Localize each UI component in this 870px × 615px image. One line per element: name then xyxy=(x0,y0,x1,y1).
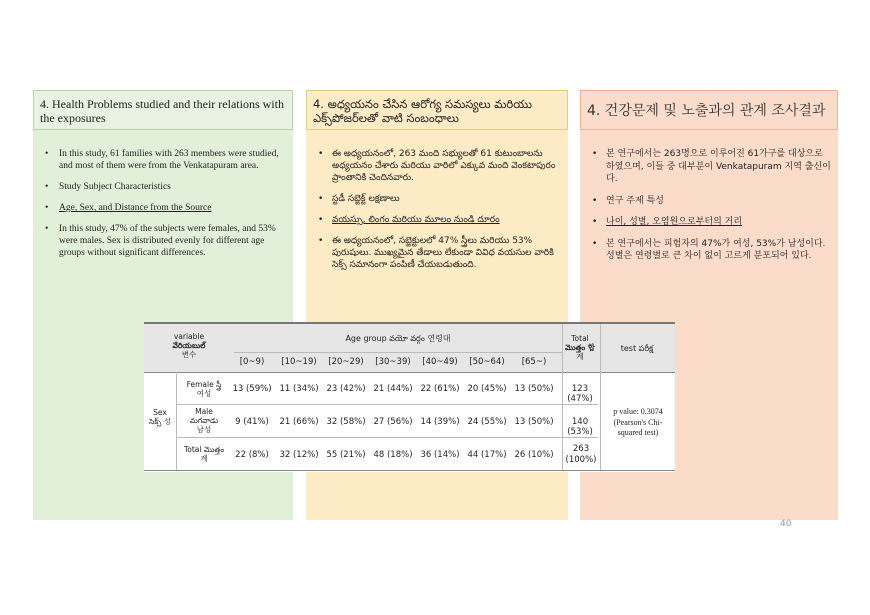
table-cell: 48 (18%) xyxy=(373,450,413,460)
table-cell: 22 (8%) xyxy=(235,450,269,460)
age-sex-table xyxy=(144,322,675,472)
age-group-header: Age group వయో వర్గం 연령대 xyxy=(345,334,451,343)
table-cell: 24 (55%) xyxy=(467,417,507,427)
age-group-cell: [0~9) xyxy=(239,357,265,367)
divider xyxy=(176,404,598,405)
table-cell: 20 (45%) xyxy=(467,384,507,394)
table-cell: 13 (50%) xyxy=(514,417,554,427)
table-cell: 9 (41%) xyxy=(235,417,269,427)
table-cell: 23 (42%) xyxy=(326,384,366,394)
total-header: Total మొత్తం 합 계 xyxy=(564,334,596,361)
korean-bullet-3: • 나이, 성별, 오염원으로부터의 거리 xyxy=(586,216,832,229)
telugu-heading-box xyxy=(306,90,568,130)
telugu-bullet-4: • ఈ అధ్యయనంలో, సబ్జెక్టులలో 47% స్త్రీలు మరియు 53% పురుషులు. ముఖ్యమైన తేడాలు లేకుండా వివిధ వయసుల వారికి సెక్స్ సమానంగా పంపిణీ చేయబడుతుంది. xyxy=(312,235,562,271)
table-cell: 44 (17%) xyxy=(467,450,507,460)
table-cell: 14 (39%) xyxy=(420,417,460,427)
table-cell: 32 (58%) xyxy=(326,417,366,427)
age-group-cell: [40~49) xyxy=(422,357,458,367)
english-bullet-3: • Age, Sex, and Distance from the Source xyxy=(39,202,287,214)
table-cell: 21 (66%) xyxy=(279,417,319,427)
table-cell: 21 (44%) xyxy=(373,384,413,394)
age-group-cell: [20~29) xyxy=(328,357,364,367)
telugu-bullet-3: • వయస్సు, లింగం మరియు మూలం నుండి దూరం xyxy=(312,214,562,226)
total-row-label: Total మొత్తం 계 xyxy=(183,445,225,463)
telugu-bullet-1: • ఈ అధ్యయనంలో, 263 మంది సభ్యులతో 61 కుటుంబాలను అధ్యయనం చేశారు మరియు వారిలో ఎక్కువ మంది వెంకటాపురం ప్రాంతానికి చెందినవారు. xyxy=(312,148,562,184)
divider xyxy=(176,437,598,438)
telugu-bullet-2: • స్టడీ సబ్జెక్ట్ లక్షణాలు xyxy=(312,193,562,205)
table-cell: 32 (12%) xyxy=(279,450,319,460)
english-bullet-4: • In this study, 47% of the subjects were females, and 53% were males. Sex is distributed evenly for different age groups without significant differences. xyxy=(39,223,287,259)
page-number: 40 xyxy=(780,519,792,529)
english-heading-box xyxy=(33,90,293,130)
age-group-cell: [50~64) xyxy=(469,357,505,367)
korean-heading: 4. 건강문제 및 노출과의 관계 조사결과 xyxy=(587,103,826,119)
table-cell: 11 (34%) xyxy=(279,384,319,394)
test-result: p value: 0.3074 (Pearson's Chi- squared test) xyxy=(613,407,663,437)
table-cell: 55 (21%) xyxy=(326,450,366,460)
age-group-cell: [30~39) xyxy=(375,357,411,367)
telugu-heading: 4. అధ్యయనం చేసిన ఆరోగ్య సమస్యలు మరియు ఎక్స్‌పోజర్‌లతో వాటి సంబంధాలు xyxy=(313,97,532,125)
divider xyxy=(234,352,562,353)
korean-bullet-4: • 본 연구에서는 피험자의 47%가 여성, 53%가 남성이다. 성별은 연령별로 큰 차이 없이 고르게 분포되어 있다. xyxy=(586,238,832,263)
age-group-cell: [65~) xyxy=(521,357,547,367)
table-cell-total: 140 (53%) xyxy=(567,417,593,437)
male-row-label: Male మగవాడు 남성 xyxy=(189,407,219,434)
korean-heading-box xyxy=(580,90,838,130)
table-cell: 13 (50%) xyxy=(514,384,554,394)
english-heading: 4. Health Problems studied and their relations with the exposures xyxy=(40,97,284,125)
english-bullet-1: • In this study, 61 families with 263 members were studied, and most of them were from the Venkatapuram area. xyxy=(39,148,287,172)
divider xyxy=(144,372,675,373)
table-cell: 22 (61%) xyxy=(420,384,460,394)
test-header: test పరీక్ష xyxy=(620,344,654,353)
divider xyxy=(144,470,675,471)
english-bullet-2: • Study Subject Characteristics xyxy=(39,181,287,193)
table-cell: 36 (14%) xyxy=(420,450,460,460)
female-row-label: Female స్త్రీ 여성 xyxy=(186,380,222,398)
table-cell: 27 (56%) xyxy=(373,417,413,427)
age-group-cell: [10~19) xyxy=(281,357,317,367)
table-cell: 13 (59%) xyxy=(232,384,272,394)
table-cell: 26 (10%) xyxy=(514,450,554,460)
variable-header: variable వేరియబుల్ 변수 xyxy=(172,332,206,359)
korean-bullet-1: • 본 연구에서는 263명으로 이루어진 61가구를 대상으로 하였으며, 이들 중 대부분이 Venkatapuram 지역 출신이다. xyxy=(586,148,832,186)
korean-bullet-2: • 연구 주제 특성 xyxy=(586,195,832,208)
sex-label: Sex సెక్స్ 성 xyxy=(149,408,171,426)
table-cell-total: 123 (47%) xyxy=(567,384,593,404)
table-cell-total: 263 (100%) xyxy=(565,444,597,465)
